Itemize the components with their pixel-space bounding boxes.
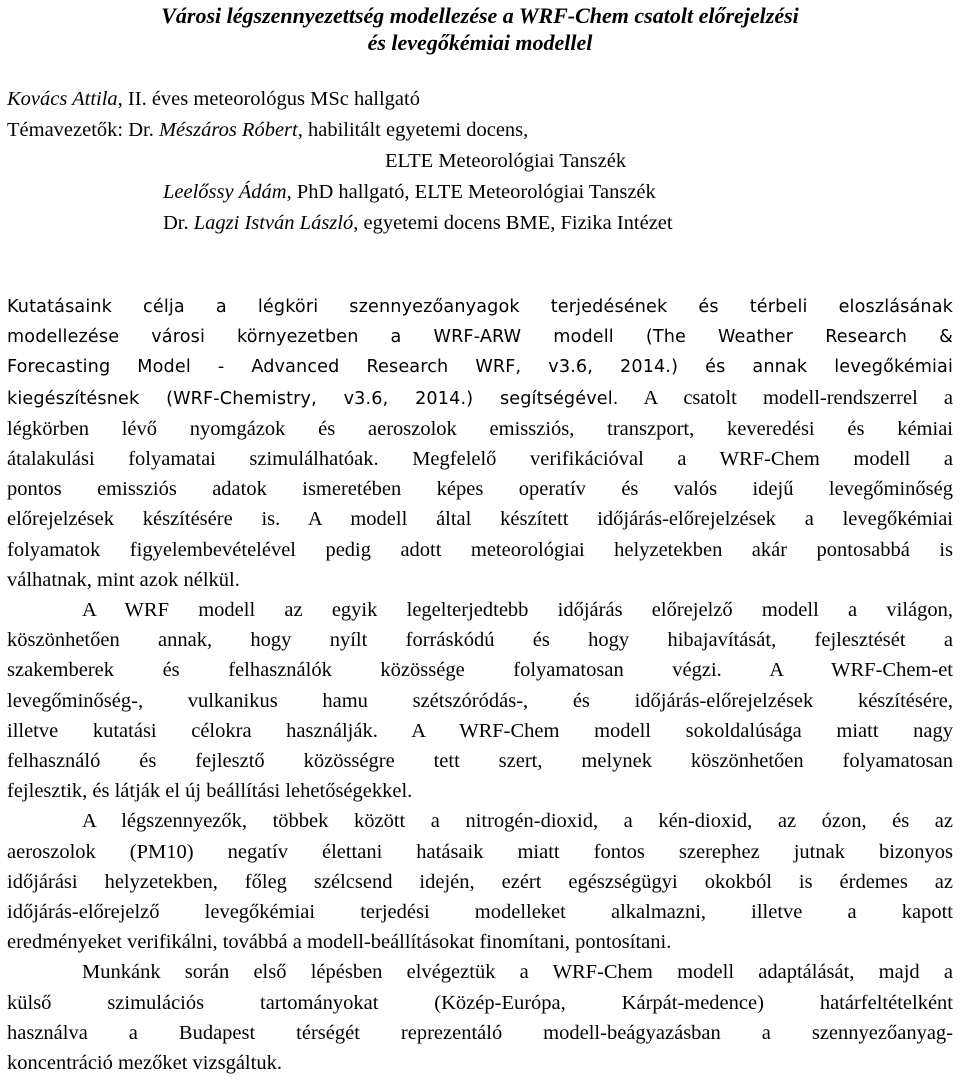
abstract-paragraph-2 xyxy=(7,595,953,806)
p1-line-part: A modell által készített időjárás-előrejelzések a levegőkémiai xyxy=(280,508,953,531)
p2-line: köszönhetően annak, hogy nyílt forráskódú és hogy hibajavítását, fejlesztését a xyxy=(7,629,953,652)
p4-line: külső szimulációs tartományokat (Közép-Európa, Kárpát-medence) határfeltételként xyxy=(7,991,953,1014)
abstract-paragraph-1 xyxy=(7,292,953,595)
title-line-2: és levegőkémiai modellel xyxy=(367,30,593,55)
supervisor-1-name: Mészáros Róbert xyxy=(158,119,298,141)
p3-line: időjárási helyzetekben, főleg szélcsend idején, ezért egészségügyi okokból is érdemes az xyxy=(7,870,953,893)
p1-line-part: A csatolt modell-rendszerrel a xyxy=(618,386,953,409)
p3-line: A légszennyezők, többek között a nitrogén-dioxid, a kén-dioxid, az ózon, és az xyxy=(82,810,953,833)
author-line xyxy=(7,84,420,114)
supervisor-1-detail: , habilitált egyetemi docens, xyxy=(297,119,529,141)
p4-line: használva a Budapest térségét reprezentáló modell-beágyazásban a szennyezőanyag- xyxy=(7,1021,953,1044)
p1-line-mixed xyxy=(7,383,953,414)
p1-line-part: kiegészítésnek (WRF-Chemistry, v3.6, 2014.) segítségével. xyxy=(7,388,619,409)
supervisor-line-3 xyxy=(163,208,673,238)
supervisor-1-department: ELTE Meteorológiai Tanszék xyxy=(385,150,627,172)
p1-line: pontos emissziós adatok ismeretében képes operatív és valós idejű levegőminőség xyxy=(7,478,953,501)
author-name: Kovács Attila xyxy=(7,88,118,110)
supervisor-3-detail: , egyetemi docens BME, Fizika Intézet xyxy=(353,212,673,234)
supervisor-3-prefix: Dr. xyxy=(163,212,194,234)
p1-line-part: Megfelelő verifikációval a WRF-Chem modell a xyxy=(378,448,953,471)
p1-line: légkörben lévő nyomgázok és aeroszolok emissziós, transzport, keveredési és kémiai xyxy=(7,417,953,440)
title-line-1: Városi légszennyezettség modellezése a WRF-Chem csatolt előrejelzési xyxy=(161,3,799,28)
p1-line-mixed xyxy=(7,444,953,474)
p4-line: Munkánk során első lépésben elvégeztük a WRF-Chem modell adaptálását, majd a xyxy=(82,961,953,984)
p2-line: szakemberek és felhasználók közössége folyamatosan végzi. A WRF-Chem-et xyxy=(7,659,953,682)
p2-line: fejlesztik, és látják el új beállítási lehetőségekkel. xyxy=(7,780,413,803)
p1-line: folyamatok figyelembevételével pedig adott meteorológiai helyzetekben akár pontosabbá is xyxy=(7,538,953,561)
p2-line: illetve kutatási célokra használják. A WRF-Chem modell sokoldalúsága miatt nagy xyxy=(7,719,953,742)
abstract-paragraph-3 xyxy=(7,806,953,957)
supervisor-line-1 xyxy=(7,115,528,145)
p4-line: koncentráció mezőket vizsgáltuk. xyxy=(7,1052,282,1075)
p1-line-part: előrejelzések készítésére is. xyxy=(7,508,281,531)
supervisor-2-detail: , PhD hallgató, ELTE Meteorológiai Tanszék xyxy=(286,181,656,203)
p1-line: modellezése városi környezetben a WRF-ARW modell (The Weather Research & xyxy=(7,327,953,348)
author-detail: , II. éves meteorológus MSc hallgató xyxy=(117,88,420,110)
p1-line-part: átalakulási folyamatai szimulálhatóak. xyxy=(7,448,379,471)
abstract-body xyxy=(7,292,953,1078)
p1-line: Forecasting Model - Advanced Research WRF, v3.6, 2014.) és annak levegőkémiai xyxy=(7,357,953,378)
supervisor-2-name: Leelőssy Ádám xyxy=(163,181,287,203)
p3-line: időjárás-előrejelző levegőkémiai terjedési modelleket alkalmazni, illetve a kapott xyxy=(7,901,953,924)
p3-line: aeroszolok (PM10) negatív élettani hatásaik miatt fontos szerephez jutnak bizonyos xyxy=(7,840,953,863)
supervisor-line-2 xyxy=(163,177,656,207)
p2-line: levegőminőség-, vulkanikus hamu szétszóródás-, és időjárás-előrejelzések készítésére, xyxy=(7,689,953,712)
abstract-paragraph-4 xyxy=(7,957,953,1078)
supervisor-3-name: Lagzi István László xyxy=(193,212,354,234)
p2-line: A WRF modell az egyik legelterjedtebb időjárás előrejelző modell a világon, xyxy=(82,599,953,622)
p1-line: Kutatásaink célja a légköri szennyezőanyagok terjedésének és térbeli eloszlásának xyxy=(7,297,953,317)
supervisors-label: Témavezetők: Dr. xyxy=(7,119,159,141)
p3-line: eredményeket verifikálni, továbbá a modell-beállításokat finomítani, pontosítani. xyxy=(7,931,672,954)
p2-line: felhasználó és fejlesztő közösségre tett szert, melynek köszönhetően folyamatosan xyxy=(7,750,953,773)
p1-line-mixed xyxy=(7,504,953,534)
p1-line: válhatnak, mint azok nélkül. xyxy=(7,568,240,591)
